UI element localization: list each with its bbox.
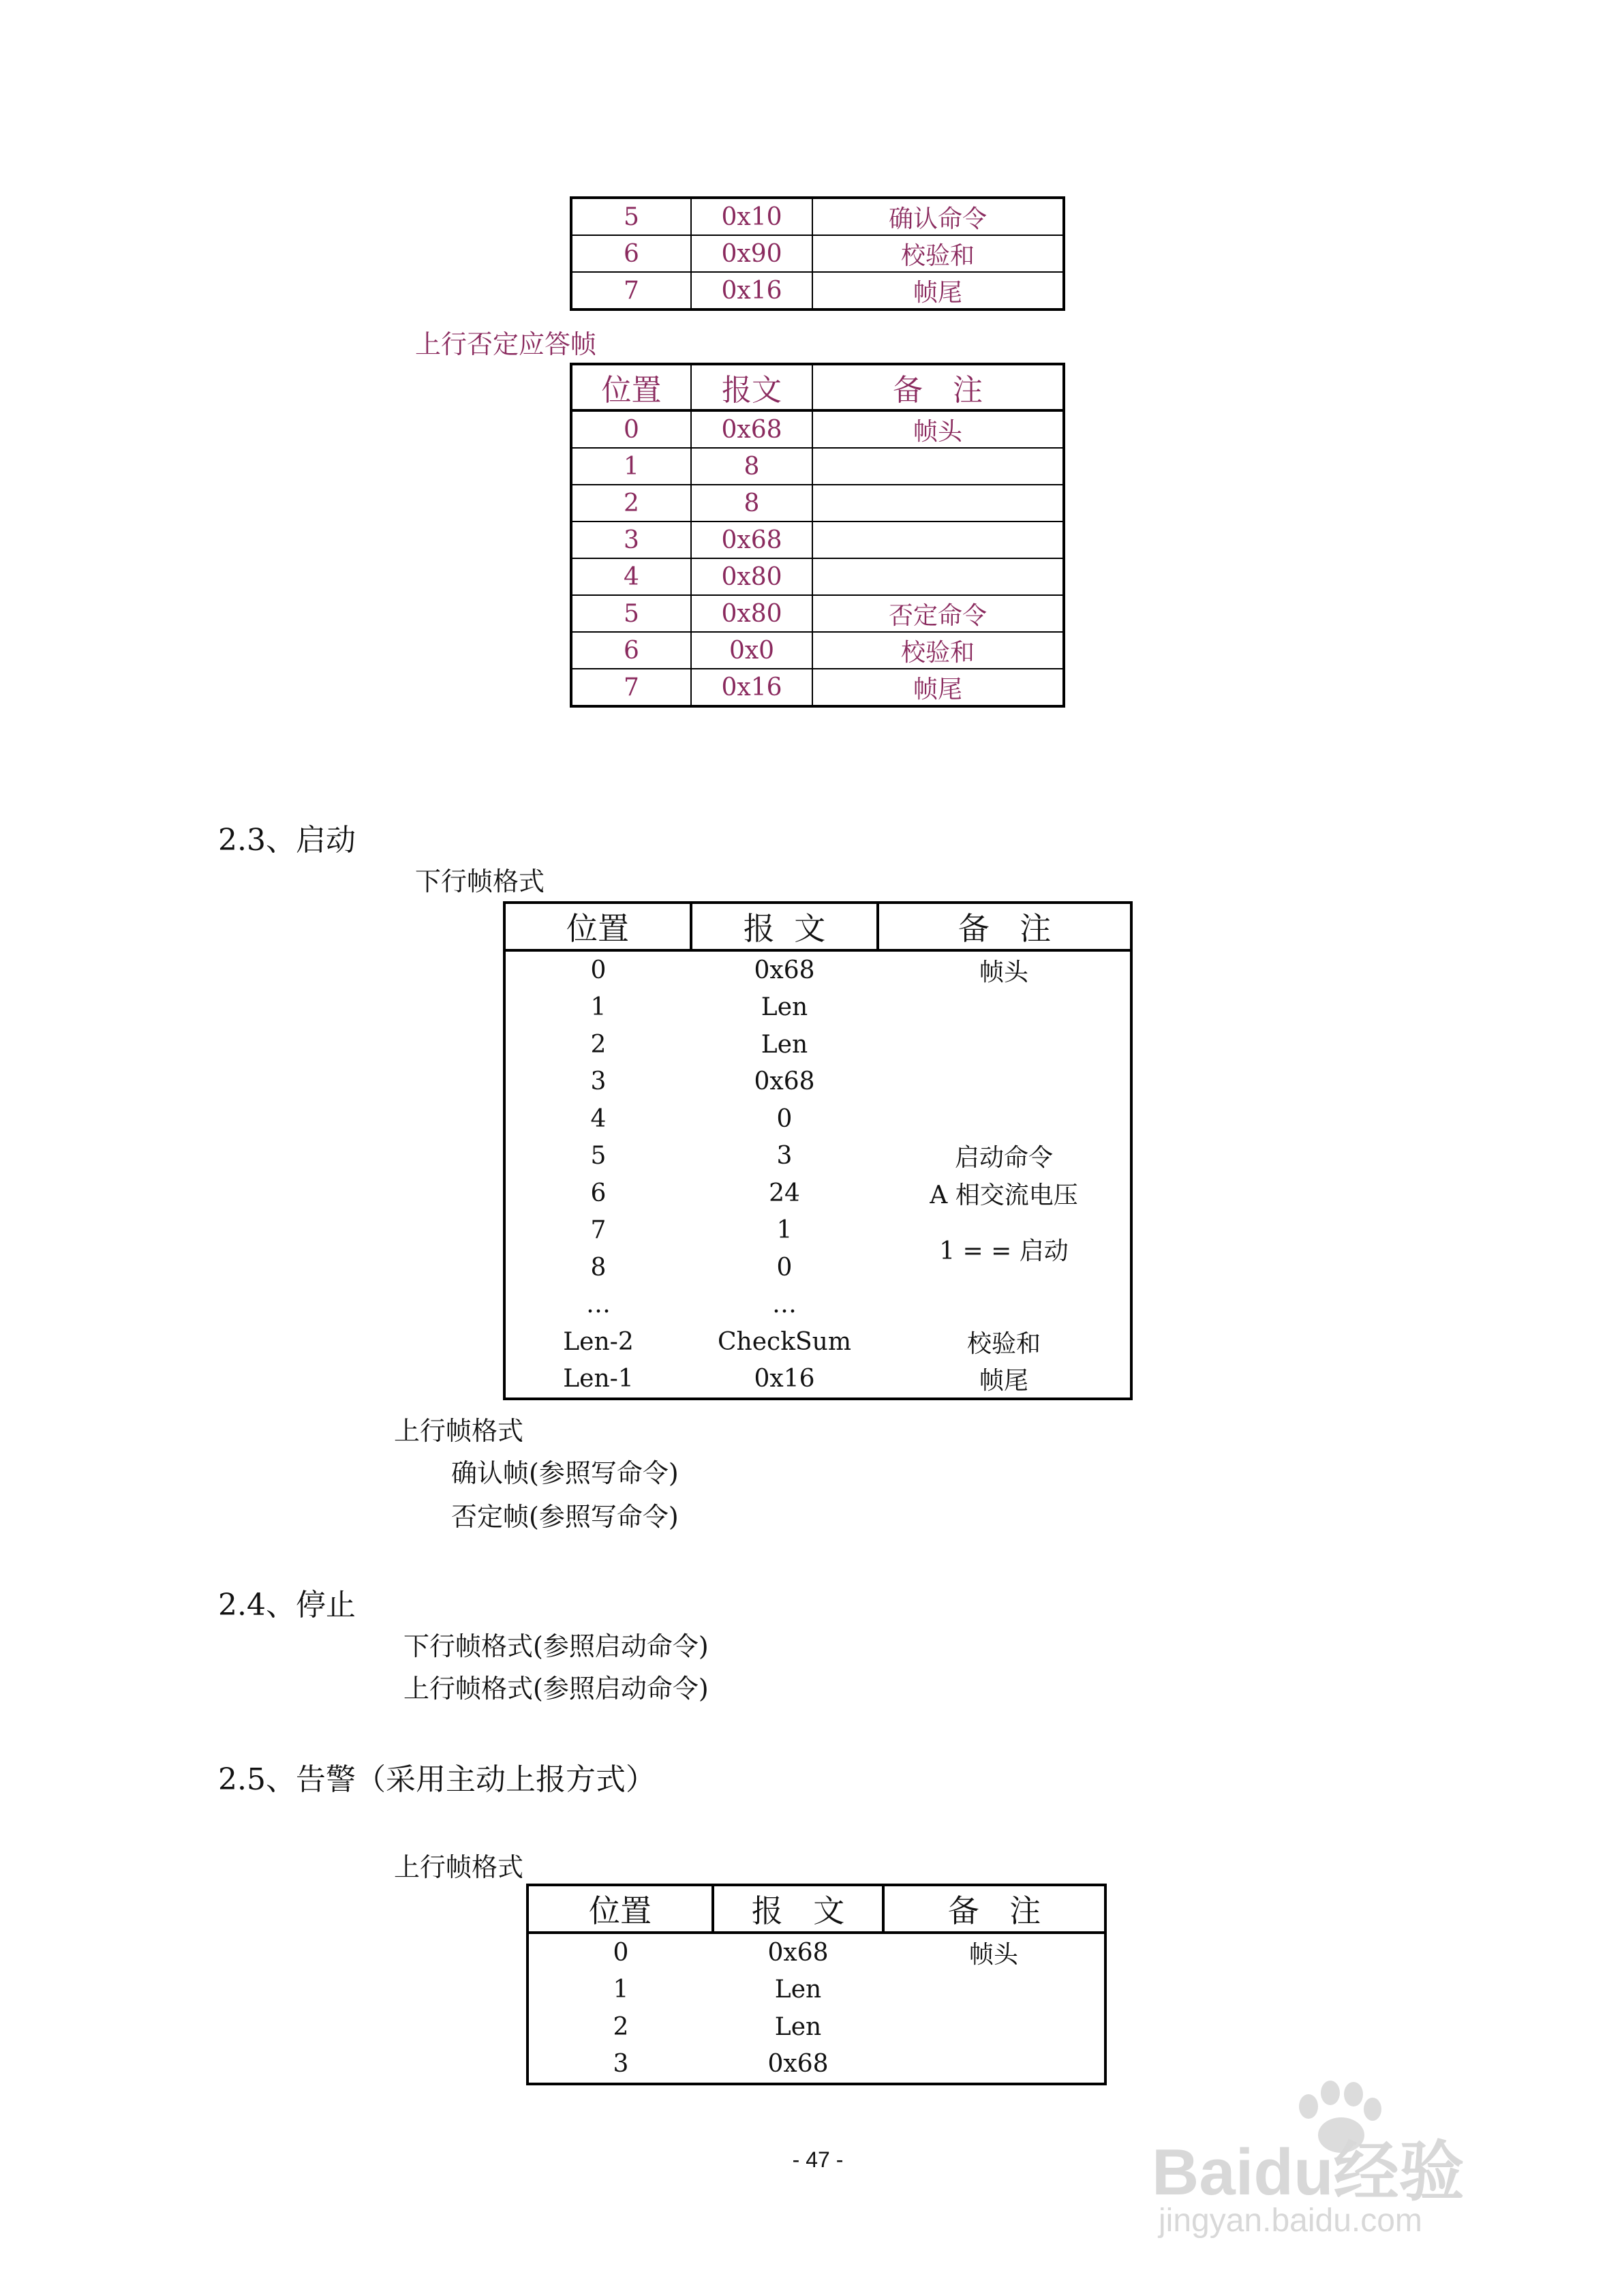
table-row [527,2046,1105,2085]
cell-msg: 0x16 [691,272,812,309]
cell-note [883,2008,1105,2046]
cell-msg: 0x10 [691,198,812,235]
cell-pos: 2 [613,2012,629,2041]
cell-pos: 3 [571,522,691,558]
neg-caption: 上行否定应答帧 [415,329,597,359]
cell-msg: 0x0 [691,632,812,669]
table-row [571,522,1064,558]
cell-note: 校验和 [966,1329,1041,1358]
cell-msg: 0x16 [754,1365,815,1393]
cell-note [878,1286,1131,1324]
header-message: 报文 [691,364,812,410]
cell-note: 校验和 [812,235,1064,272]
cell-msg: … [772,1290,797,1319]
header-note: 备 注 [812,364,1064,410]
table-start-body [504,950,1131,1399]
section-stop-title: 2.4、停止 [218,1588,356,1622]
start-uplink-label: 上行帧格式 [394,1416,524,1446]
cell-msg: 0x68 [767,1938,829,1967]
cell-pos: 3 [590,1068,607,1096]
cell-pos: 1 [613,1976,629,2004]
cell-note [883,1972,1105,2009]
table-row [571,272,1064,309]
table-row [571,235,1064,272]
start-confirm-frame: 确认帧(参照写命令) [451,1458,679,1488]
cell-note: 启动命令 [954,1144,1053,1173]
stop-downlink: 下行帧格式(参照启动命令) [403,1631,709,1661]
cell-msg: 0x68 [691,410,812,448]
cell-pos: 4 [590,1104,607,1133]
cell-pos: 7 [571,272,691,309]
table-row [504,1100,1131,1138]
cell-msg: 0x80 [691,558,812,595]
table-row [504,950,1131,989]
cell-msg: Len [761,1030,808,1059]
cell-pos: 3 [613,2050,629,2079]
table-start [503,901,1133,1400]
cell-pos: 0 [613,1938,629,1967]
cell-msg: 24 [769,1179,800,1207]
cell-pos: 7 [571,669,691,706]
table-row [504,1212,1131,1250]
cell-pos: 1 [590,993,607,1022]
cell-pos: 5 [571,198,691,235]
table-row [571,595,1064,632]
cell-msg: 0x80 [691,595,812,632]
section-start-title: 2.3、启动 [218,823,356,858]
cell-msg: 0x68 [691,522,812,558]
cell-note: 1 = = 启动 [939,1237,1069,1265]
header-message: 报 文 [713,1885,883,1933]
alarm-uplink-label: 上行帧格式 [394,1852,524,1882]
table-row [527,1933,1105,1972]
table-row [571,410,1064,448]
cell-note [883,2046,1105,2085]
cell-pos: 2 [571,485,691,522]
cell-note [812,522,1064,558]
table-top-partial [570,196,1065,311]
cell-msg: 0x68 [754,1068,815,1096]
table-header-row [527,1885,1105,1933]
table-row [571,669,1064,706]
watermark [1152,2079,1533,2250]
table-row [527,2008,1105,2046]
cell-note [878,1063,1131,1101]
table-row [504,1286,1131,1324]
cell-note: 帧尾 [812,272,1064,309]
cell-pos: … [586,1290,611,1319]
cell-msg: 1 [776,1216,793,1245]
table-row [504,1361,1131,1400]
cell-note [878,1100,1131,1138]
table-row [504,1026,1131,1063]
cell-note [812,558,1064,595]
table-row [504,1323,1131,1361]
table-negative-answer-body [571,410,1064,706]
cell-note: 帧头 [979,958,1028,986]
cell-pos: 6 [571,632,691,669]
header-position: 位置 [504,903,691,950]
stop-uplink: 上行帧格式(参照启动命令) [403,1674,709,1704]
cell-msg: 0 [776,1104,793,1133]
table-row [571,485,1064,522]
cell-note: 帧尾 [979,1367,1028,1395]
cell-msg: Len [774,1976,822,2004]
cell-pos: 2 [590,1030,607,1059]
table-alarm-body [527,1933,1105,2084]
cell-pos: 5 [571,595,691,632]
table-header-row [504,903,1131,950]
cell-pos: 0 [571,410,691,448]
cell-pos: 5 [590,1142,607,1170]
table-row [527,1972,1105,2009]
cell-pos: 4 [571,558,691,595]
cell-msg: 3 [776,1142,793,1170]
table-row [571,632,1064,669]
cell-msg: 0x16 [691,669,812,706]
watermark-brand: Baidu经验 [1152,2136,1465,2209]
cell-note: 帧头 [812,410,1064,448]
cell-note: 帧头 [968,1940,1018,1969]
cell-pos: 8 [590,1253,607,1282]
cell-note: 确认命令 [812,198,1064,235]
cell-pos: 0 [590,956,607,984]
table-header-row [571,364,1064,410]
header-position: 位置 [571,364,691,410]
table-top-partial-body [571,198,1064,309]
header-note: 备 注 [878,903,1131,950]
table-row [504,1138,1131,1175]
cell-note [878,989,1131,1027]
table-row [504,1175,1131,1212]
cell-note: 帧尾 [812,669,1064,706]
cell-msg: Len [761,993,808,1022]
cell-msg: 0x90 [691,235,812,272]
table-row [571,198,1064,235]
cell-pos: 1 [571,448,691,485]
table-row [571,558,1064,595]
watermark-url: jingyan.baidu.com [1159,2203,1422,2239]
start-deny-frame: 否定帧(参照写命令) [451,1502,679,1532]
cell-msg: 0x68 [767,2050,829,2079]
cell-note: 否定命令 [812,595,1064,632]
table-alarm [526,1884,1107,2085]
table-negative-answer [570,363,1065,708]
cell-pos: 6 [590,1179,607,1207]
table-row [571,448,1064,485]
cell-note [812,448,1064,485]
cell-note [878,1026,1131,1063]
cell-pos: 7 [590,1216,607,1245]
section-alarm-title: 2.5、告警（采用主动上报方式） [218,1762,656,1797]
cell-msg: 8 [691,485,812,522]
start-downlink-label: 下行帧格式 [415,866,545,896]
header-position: 位置 [527,1885,713,1933]
cell-pos: 6 [571,235,691,272]
table-row [504,989,1131,1027]
cell-pos: Len-1 [563,1365,634,1393]
cell-note [812,485,1064,522]
cell-msg: 8 [691,448,812,485]
page-number: - 47 - [792,2147,844,2172]
cell-msg: CheckSum [718,1327,851,1356]
cell-msg: 0x68 [754,956,815,984]
header-message: 报 文 [691,903,878,950]
cell-note: 校验和 [812,632,1064,669]
cell-msg: Len [774,2012,822,2041]
table-row [504,1063,1131,1101]
cell-pos: Len-2 [563,1327,634,1356]
cell-note: A 相交流电压 [930,1181,1078,1209]
header-note: 备 注 [883,1885,1105,1933]
cell-msg: 0 [776,1253,793,1282]
